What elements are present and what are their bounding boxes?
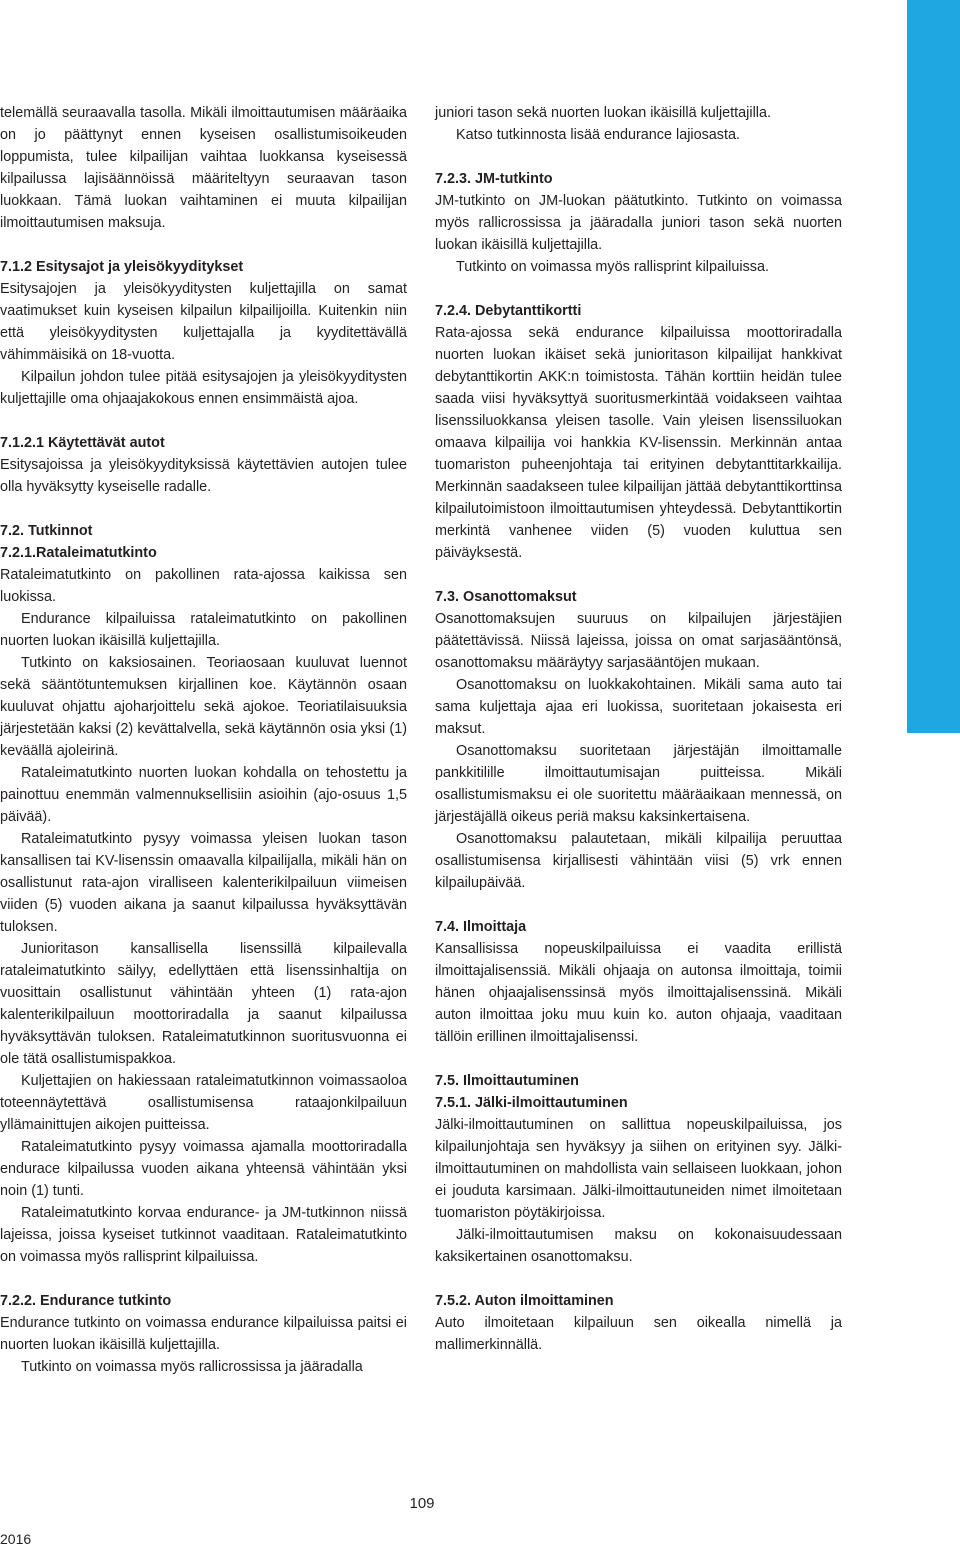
- section-heading: 7.3. Osanottomaksut: [435, 589, 577, 605]
- section-heading: 7.2.3. JM-tutkinto: [435, 171, 553, 187]
- body-paragraph: Rata-ajossa sekä endurance kilpailuissa moottoriradalla nuorten luokan ikäiset sekä junioritason kilpailijat hankkivat debytanttikortin AKK:n toimistosta. Tähän korttiin heidän tulee saada viisi hyväksyttyä suoritusmerkintää voidakseen vaihtaa lisenssiluokkansa yleisen tasolle. Vain yleisen lisenssiluokan omaava kilpailija voi hankkia KV-lisenssin. Merkinnän antaa tuomariston puheenjohtaja tai erityinen debytanttitarkkailija. Merkinnän saadakseen tulee kilpailijan jättää debytanttikorttinsa kilpailutoimistoon ilmoittautumisen yhteydessä. Debytanttikortin merkintä vanhenee viiden (5) vuoden kuluttua sen päiväyksestä.: [435, 325, 842, 561]
- body-paragraph: Tutkinto on voimassa myös rallisprint kilpailuissa.: [456, 259, 769, 275]
- body-paragraph: Esitysajojen ja yleisökyyditysten kuljettajilla on samat vaatimukset kuin kyseisen kilpailun kilpailijoilla. Kuitenkin niin että yleisökyyditysten kuljettajalla ja kyyditettävällä vähimmäisikä on 18-vuotta.: [0, 281, 407, 363]
- body-paragraph: juniori tason sekä nuorten luokan ikäisillä kuljettajilla.: [435, 105, 771, 121]
- paragraph-spacer: [435, 278, 842, 300]
- paragraph-spacer: [435, 146, 842, 168]
- body-paragraph: telemällä seuraavalla tasolla. Mikäli ilmoittautumisen määräaika on jo päättynyt ennen kyseisen osallistumisoikeuden loppumista, tulee kilpailijan vaihtaa luokkansa kyseisessä kilpailussa lajisäännöissä määriteltyyn seuraavan tason luokkaan. Tämä luokan vaihtaminen ei muuta kilpailijan ilmoittautumisen maksuja.: [0, 105, 407, 231]
- section-heading: 7.2.2. Endurance tutkinto: [0, 1293, 172, 1309]
- body-paragraph: JM-tutkinto on JM-luokan päätutkinto. Tutkinto on voimassa myös rallicrossissa ja jääradalla juniori tason sekä nuorten luokan ikäisillä kuljettajilla.: [435, 193, 842, 253]
- paragraph-spacer: [0, 410, 407, 432]
- section-heading: 7.4. Ilmoittaja: [435, 919, 527, 935]
- body-paragraph: Tutkinto on kaksiosainen. Teoriaosaan kuuluvat luennot sekä sääntötuntemuksen kirjallinen koe. Käytännön osaan kuuluvat ohjattu ajoharjoittelu sekä ajokoe. Teoriatilaisuuksia järjestetään kaksi (2) kevättalvella, sekä käytännön osia yksi (1) keväällä ajoleirinä.: [0, 655, 407, 759]
- paragraph-spacer: [435, 894, 842, 916]
- section-heading: 7.5. Ilmoittautuminen: [435, 1073, 579, 1089]
- body-paragraph: Endurance kilpailuissa rataleimatutkinto on pakollinen nuorten luokan ikäisillä kuljettajilla.: [0, 611, 407, 649]
- section-heading: 7.2. Tutkinnot: [0, 523, 93, 539]
- paragraph-spacer: [435, 564, 842, 586]
- section-heading: 7.5.2. Auton ilmoittaminen: [435, 1293, 614, 1309]
- body-paragraph: Jälki-ilmoittautumisen maksu on kokonaisuudessaan kaksikertainen osanottomaksu.: [435, 1227, 842, 1265]
- footer-year: 2016: [0, 1531, 32, 1547]
- body-paragraph: Rataleimatutkinto pysyy voimassa ajamalla moottoriradalla endurace kilpailussa vuoden aikana yhteensä vähintään yksi noin (1) tunti.: [0, 1139, 407, 1199]
- paragraph-spacer: [0, 1268, 407, 1290]
- body-paragraph: Kansallisissa nopeuskilpailuissa ei vaadita erillistä ilmoittajalisenssiä. Mikäli ohjaaja on autonsa ilmoittaja, toimii hänen ohjaajalisenssinsä myös ilmoittajalisenssinä. Mikäli auton ilmoittaa joku muu kuin ko. auton ohjaaja, vaaditaan tällöin erillinen ilmoittajalisenssi.: [435, 941, 842, 1045]
- right-column: [435, 102, 842, 1356]
- paragraph-spacer: [0, 234, 407, 256]
- body-paragraph: Kilpailun johdon tulee pitää esitysajojen ja yleisökyyditysten kuljettajille oma ohjaajakokous ennen ensimmäistä ajoa.: [0, 369, 407, 407]
- body-paragraph: Osanottomaksu suoritetaan järjestäjän ilmoittamalle pankkitilille ilmoittautumisajan puitteissa. Mikäli osallistumismaksu ei ole suoritettu määräaikaan mennessä, on järjestäjällä oikeus periä maksu kaksinkertaisena.: [435, 743, 842, 825]
- body-paragraph: Rataleimatutkinto pysyy voimassa yleisen luokan tason kansallisen tai KV-lisenssin omaavalla kilpailijalla, mikäli hän on osallistunut rata-ajon viralliseen kalenterikilpailuun viimeisen viiden (5) vuoden aikana ja saanut kilpailussa hyväksyttävän tuloksen.: [0, 831, 407, 935]
- body-paragraph: Tutkinto on voimassa myös rallicrossissa ja jääradalla: [21, 1359, 363, 1375]
- paragraph-spacer: [435, 1268, 842, 1290]
- body-paragraph: Auto ilmoitetaan kilpailuun sen oikealla nimellä ja mallimerkinnällä.: [435, 1315, 842, 1353]
- page-number: 109: [409, 1495, 435, 1512]
- paragraph-spacer: [435, 1048, 842, 1070]
- left-column: [0, 102, 407, 1378]
- body-paragraph: Osanottomaksujen suuruus on kilpailujen järjestäjien päätettävissä. Niissä lajeissa, joissa on omat sarjasääntönsä, osanottomaksu määräytyy sarjasääntöjen mukaan.: [435, 611, 842, 671]
- body-paragraph: Endurance tutkinto on voimassa endurance kilpailuissa paitsi ei nuorten luokan ikäisillä kuljettajilla.: [0, 1315, 407, 1353]
- body-paragraph: Osanottomaksu palautetaan, mikäli kilpailija peruuttaa osallistumisensa kirjallisesti vähintään viisi (5) vrk ennen kilpailupäivää.: [435, 831, 842, 891]
- body-paragraph: Rataleimatutkinto on pakollinen rata-ajossa kaikissa sen luokissa.: [0, 567, 407, 605]
- section-heading: 7.5.1. Jälki-ilmoittautuminen: [435, 1095, 628, 1111]
- section-heading: 7.1.2.1 Käytettävät autot: [0, 435, 165, 451]
- body-paragraph: Esitysajoissa ja yleisökyydityksissä käytettävien autojen tulee olla hyväksytty kyseiselle radalle.: [0, 457, 407, 495]
- section-color-tab: [907, 0, 960, 733]
- body-paragraph: Rataleimatutkinto nuorten luokan kohdalla on tehostettu ja painottuu enemmän valmennuksellisiin asioihin (ajo-osuus 1,5 päivää).: [0, 765, 407, 825]
- body-paragraph: Rataleimatutkinto korvaa endurance- ja JM-tutkinnon niissä lajeissa, joissa kyseiset tutkinnot vaaditaan. Rataleimatutkinto on voimassa myös rallisprint kilpailuissa.: [0, 1205, 407, 1265]
- body-paragraph: Katso tutkinnosta lisää endurance lajiosasta.: [456, 127, 740, 143]
- section-heading: 7.2.4. Debytanttikortti: [435, 303, 582, 319]
- body-paragraph: Osanottomaksu on luokkakohtainen. Mikäli sama auto tai sama kuljettaja ajaa eri luokissa, suoritetaan jokaisesta eri maksut.: [435, 677, 842, 737]
- paragraph-spacer: [0, 498, 407, 520]
- body-paragraph: Jälki-ilmoittautuminen on sallittua nopeuskilpailuissa, jos kilpailunjohtaja sen hyväksyy ja siihen on erityinen syy. Jälki-ilmoittautuminen on mahdollista vain sellaiseen luokkaan, johon ei jouduta karsimaan. Jälki-ilmoittautuneiden nimet ilmoitetaan tuomariston pöytäkirjoissa.: [435, 1117, 842, 1221]
- section-heading: 7.2.1.Rataleimatutkinto: [0, 545, 157, 561]
- section-heading: 7.1.2 Esitysajot ja yleisökyyditykset: [0, 259, 244, 275]
- body-paragraph: Kuljettajien on hakiessaan rataleimatutkinnon voimassaoloa toteennäytettävä osallistumisensa rataajonkilpailuun yllämainittujen aikojen puitteissa.: [0, 1073, 407, 1133]
- body-paragraph: Junioritason kansallisella lisenssillä kilpailevalla rataleimatutkinto säilyy, edellyttäen että lisenssinhaltija on vuosittain osallistunut vähintään yhteen (1) rata-ajon kalenterikilpailuun moottoriradalla ja saanut kilpailussa hyväksyttävän tuloksen. Rataleimatutkinnon suoritusvuonna ei ole tätä osallistumispakkoa.: [0, 941, 407, 1067]
